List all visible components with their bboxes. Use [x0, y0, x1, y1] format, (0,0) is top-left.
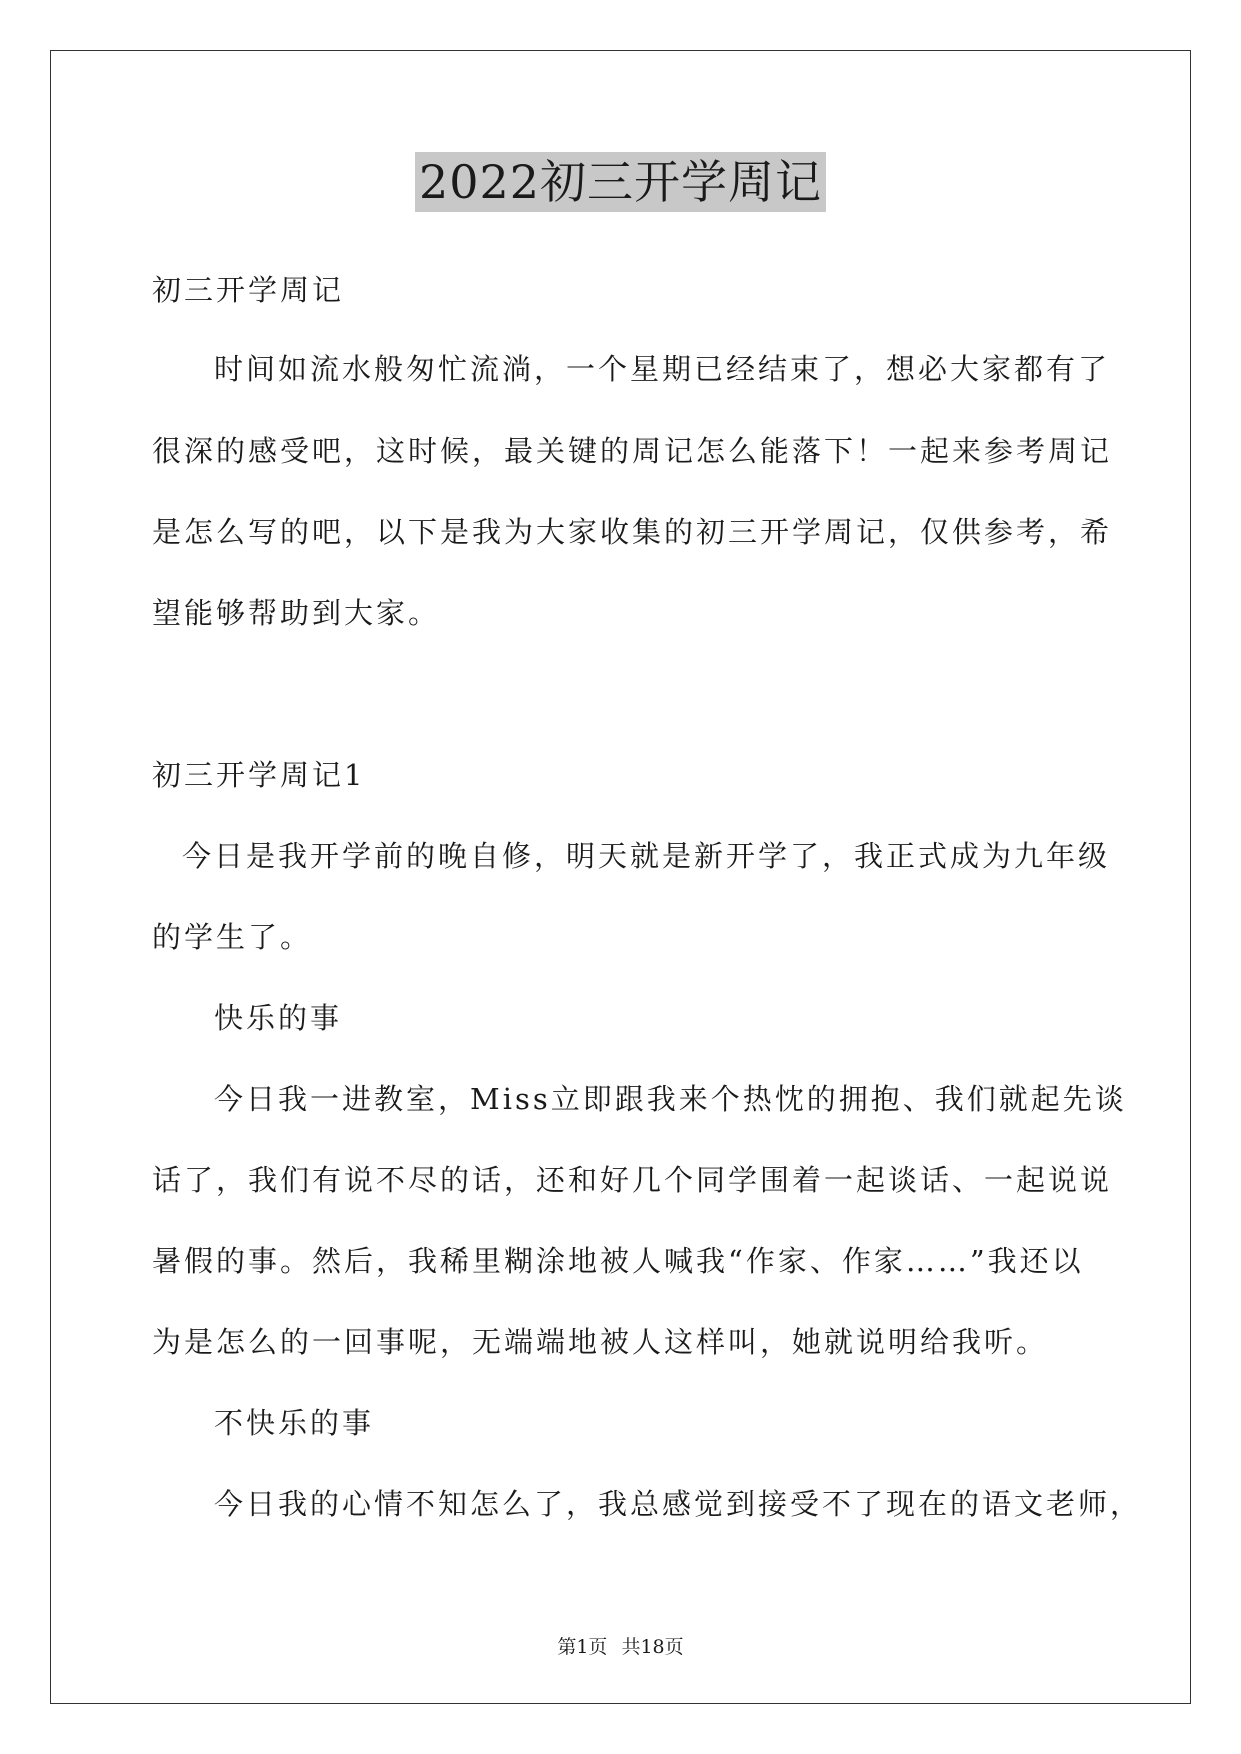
- paragraph-line: 很深的感受吧，这时候，最关键的周记怎么能落下！一起来参考周记: [152, 434, 1113, 468]
- section-heading: 初三开学周记: [152, 273, 345, 307]
- section-heading: 初三开学周记1: [152, 758, 366, 792]
- paragraph-line: 时间如流水般匆忙流淌，一个星期已经结束了，想必大家都有了: [214, 352, 1111, 386]
- paragraph-line: 话了，我们有说不尽的话，还和好几个同学围着一起谈话、一起说说: [152, 1163, 1113, 1197]
- paragraph-line: 为是怎么的一回事呢，无端端地被人这样叫，她就说明给我听。: [152, 1325, 1049, 1359]
- paragraph-line: 望能够帮助到大家。: [152, 596, 441, 630]
- paragraph-line: 今日是我开学前的晚自修，明天就是新开学了，我正式成为九年级: [182, 839, 1111, 873]
- title-container: [0, 152, 1241, 212]
- total-pages: 共18页: [621, 1636, 684, 1658]
- page-footer: [0, 1635, 1241, 1659]
- page-number: 第1页: [557, 1636, 608, 1658]
- paragraph-line: 今日我一进教室，Miss立即跟我来个热忱的拥抱、我们就起先谈: [214, 1082, 1127, 1116]
- paragraph-line: 暑假的事。然后，我稀里糊涂地被人喊我“作家、作家……”我还以: [152, 1244, 1084, 1278]
- subheading: 快乐的事: [214, 1001, 343, 1035]
- paragraph-line: 是怎么写的吧，以下是我为大家收集的初三开学周记，仅供参考，希: [152, 515, 1113, 549]
- document-title: 2022初三开学周记: [415, 152, 826, 212]
- paragraph-line: 的学生了。: [152, 920, 313, 954]
- subheading: 不快乐的事: [214, 1406, 375, 1440]
- paragraph-line: 今日我的心情不知怎么了，我总感觉到接受不了现在的语文老师，: [214, 1487, 1143, 1521]
